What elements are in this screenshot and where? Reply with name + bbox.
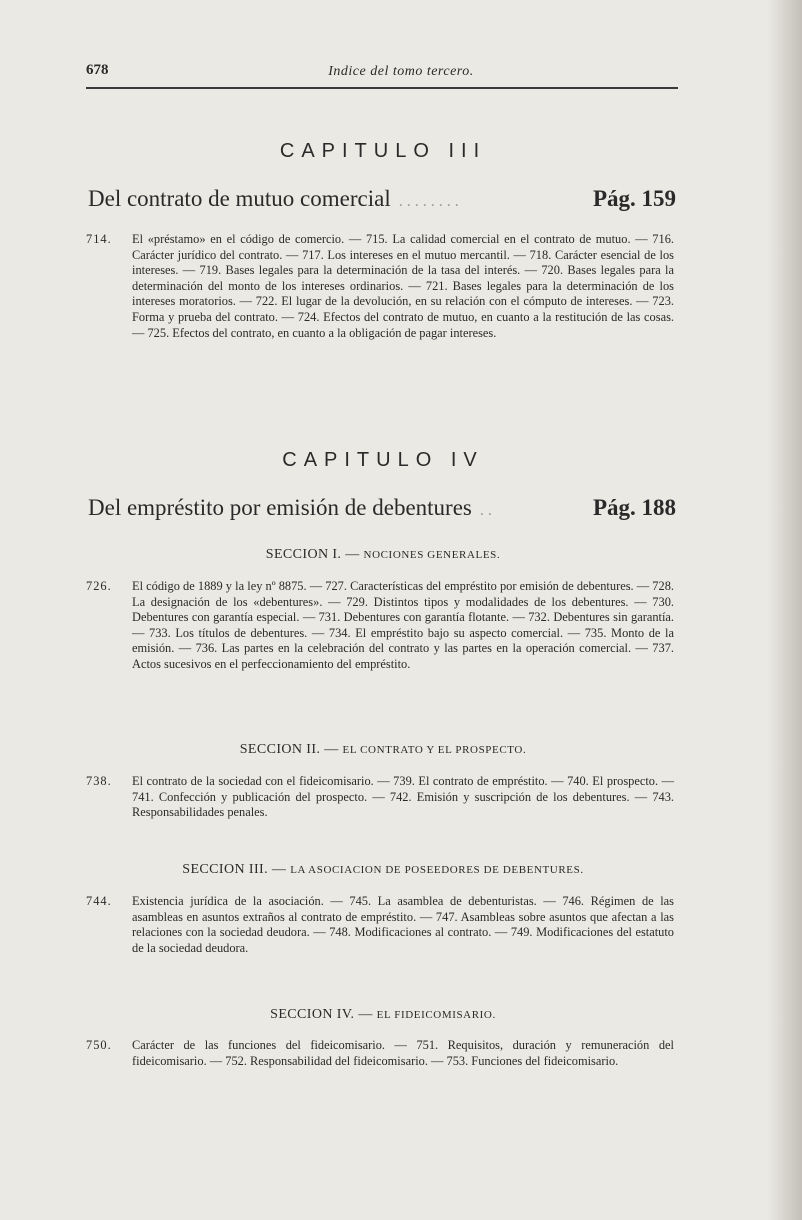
chapter-3-entry xyxy=(86,232,674,341)
chapter-4-page-ref: Pág. 188 xyxy=(592,495,676,520)
section-2-heading xyxy=(0,742,766,758)
chapter-3-title: CAPITULO III xyxy=(279,140,487,162)
entry-text: El contrato de la sociedad con el fideicomisario. — 739. El contrato de empréstito. — 740. El prospecto. — 741. Confección y publicación del prospecto. — 742. Emisión y suscripción de los debentures. — 743. Responsabilidades penales. xyxy=(132,774,674,820)
chapter-4-title: CAPITULO IV xyxy=(282,449,484,471)
section-3-heading xyxy=(0,862,766,878)
section-1-label: SECCION I. — xyxy=(265,547,360,562)
page-number: 678 xyxy=(86,62,109,78)
entry-text: Carácter de las funciones del fideicomisario. — 751. Requisitos, duración y remuneración del fideicomisario. — 752. Responsabilidad del fideicomisario. — 753. Funciones del fideicomisario. xyxy=(132,1038,674,1068)
section-4-name: EL FIDEICOMISARIO. xyxy=(376,1009,496,1021)
entry-number: 738. xyxy=(86,774,112,788)
chapter-3-heading: Del contrato de mutuo comercial xyxy=(88,186,391,211)
entry-number: 750. xyxy=(86,1038,112,1052)
entry-number: 744. xyxy=(86,894,112,908)
entry-number: 714. xyxy=(86,232,112,246)
section-2-entry xyxy=(86,774,674,821)
section-2-label: SECCION II. — xyxy=(239,742,339,757)
section-4-entry xyxy=(86,1038,674,1069)
section-3-entry xyxy=(86,894,674,956)
section-3-label: SECCION III. — xyxy=(182,862,287,877)
section-4-label: SECCION IV. — xyxy=(270,1007,373,1022)
section-2-name: EL CONTRATO Y EL PROSPECTO. xyxy=(342,744,527,756)
chapter-4-heading: Del empréstito por emisión de debentures xyxy=(88,495,472,520)
chapter-4-leader-dots: . . xyxy=(479,502,492,519)
section-1-heading xyxy=(0,547,766,563)
entry-text: El «préstamo» en el código de comercio. — 715. La calidad comercial en el contrato de mutuo. — 716. Carácter jurídico del contrato. — 717. Los intereses en el mutuo mercantil. — 718. Carácter esencial de los intereses. — 719. Bases legales para la determinación de la tasa del interés. — 720. Bases legales para la determinación del monto de los intereses ordinarios. — 721. Bases legales para la determinación de los intereses moratorios. — 722. El lugar de la devolución, en su relación con el cómputo de intereses. — 723. Forma y prueba del contrato. — 724. Efectos del contrato de mutuo, en cuanto a la restitución de las cosas. — 725. Efectos del contrato, en cuanto a la obligación de pagar intereses. xyxy=(132,232,674,340)
section-1-entry xyxy=(86,579,674,673)
section-1-name: NOCIONES GENERALES. xyxy=(363,549,501,561)
header-rule xyxy=(86,87,678,89)
running-head: Indice del tomo tercero. xyxy=(328,64,474,79)
entry-text: El código de 1889 y la ley nº 8875. — 727. Características del empréstito por emisión de debentures. — 728. La designación de los «debentures». — 729. Distintos tipos y modalidades de los debentures. — 730. Debentures con garantía especial. — 731. Debentures con garantía flotante. — 732. Debentures sin garantía. — 733. Los títulos de debentures. — 734. El empréstito bajo su aspecto comercial. — 735. Monto de la emisión. — 736. Las partes en la celebración del contrato y las partes en la operación comercial. — 737. Actos sucesivos en el perfeccionamiento del empréstito. xyxy=(132,579,674,671)
entry-text: Existencia jurídica de la asociación. — 745. La asamblea de debenturistas. — 746. Régimen de las asambleas en asuntos extraños al contrato de empréstito. — 747. Asambleas sobre asuntos que afectan a las relaciones con la sociedad deudora. — 748. Modificaciones al contrato. — 749. Modificaciones del estatuto de la sociedad deudora. xyxy=(132,894,674,955)
chapter-4-heading-row xyxy=(88,495,676,521)
section-4-heading xyxy=(0,1007,766,1023)
entry-number: 726. xyxy=(86,579,112,593)
section-3-name: LA ASOCIACION DE POSEEDORES DE DEBENTURES. xyxy=(290,864,584,876)
chapter-3-leader-dots: . . . . . . . . xyxy=(398,193,459,210)
chapter-3-heading-row xyxy=(88,186,676,212)
chapter-3-page-ref: Pág. 159 xyxy=(592,186,676,211)
scan-page-edge xyxy=(768,0,802,1220)
